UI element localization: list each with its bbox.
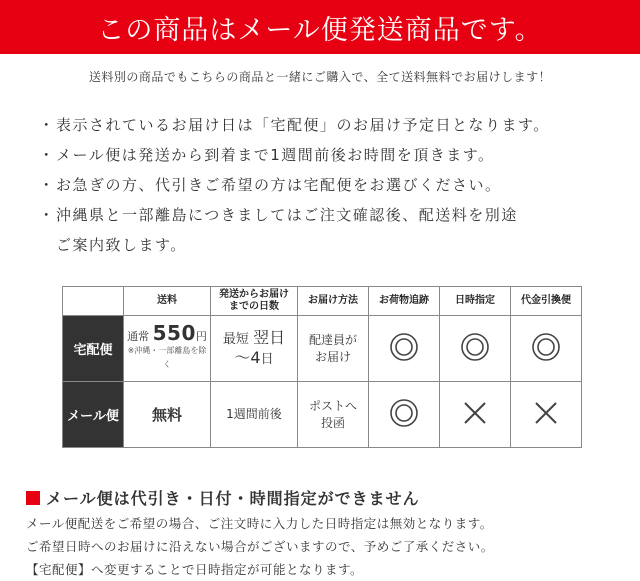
bullet-item: ・お急ぎの方、代引きご希望の方は宅配便をお選びください。 <box>38 176 502 194</box>
cross-icon <box>531 413 561 432</box>
header-shipping: 送料 <box>124 287 211 316</box>
info-bullet-list <box>38 110 618 260</box>
cross-icon <box>460 413 490 432</box>
takuhai-method: 配達員が お届け <box>298 316 369 382</box>
takuhai-price: 通常 550円 ※沖縄・一部離島を除く <box>124 316 211 382</box>
notice-line: 【宅配便】へ変更することで日時指定が可能となります。 <box>26 562 364 577</box>
table-row-takuhai <box>63 316 582 382</box>
double-circle-icon <box>531 347 561 366</box>
notice-heading: メール便は代引き・日付・時間指定ができません <box>26 486 420 509</box>
bullet-continuation: ご案内致します。 <box>56 236 187 254</box>
free-shipping-note: 送料別の商品でもこちらの商品と一緒にご購入で、全て送料無料でお届けします！ <box>88 70 552 84</box>
table-row-mail <box>63 382 582 448</box>
takuhai-date-mark <box>440 316 511 382</box>
notice-line: メール便配送をご希望の場合、ご注文時に入力した日時指定は無効となります。 <box>26 516 493 531</box>
bullet-item: ・表示されているお届け日は「宅配便」のお届け予定日となります。 <box>38 116 550 134</box>
mail-date-mark <box>440 382 511 448</box>
row-label-takuhai: 宅配便 <box>63 316 124 382</box>
bullet-item: ・沖縄県と一部離島につきましてはご注文確認後、配送料を別途 <box>38 206 518 224</box>
banner-title: この商品はメール便発送商品です。 <box>97 14 543 46</box>
row-label-mail: メール便 <box>63 382 124 448</box>
header-banner <box>0 0 640 54</box>
header-cod: 代金引換便 <box>511 287 582 316</box>
header-tracking: お荷物追跡 <box>369 287 440 316</box>
double-circle-icon <box>460 347 490 366</box>
mail-days: 1週間前後 <box>211 382 298 448</box>
mail-cod-mark <box>511 382 582 448</box>
header-date: 日時指定 <box>440 287 511 316</box>
bullet-item: ・メール便は発送から到着まで1週間前後お時間を頂きます。 <box>38 146 495 164</box>
mail-price: 無料 <box>124 382 211 448</box>
header-days: 発送からお届け までの日数 <box>211 287 298 316</box>
takuhai-days: 最短 翌日 〜4日 <box>211 316 298 382</box>
double-circle-icon <box>389 347 419 366</box>
double-circle-icon <box>389 413 419 432</box>
takuhai-cod-mark <box>511 316 582 382</box>
red-square-icon <box>26 491 40 505</box>
header-empty <box>63 287 124 316</box>
notice-paragraph <box>26 512 626 581</box>
shipping-comparison-table <box>62 286 582 448</box>
mail-method: ポストへ 投函 <box>298 382 369 448</box>
takuhai-tracking-mark <box>369 316 440 382</box>
notice-line: ご希望日時へのお届けに沿えない場合がございますので、予めご了承ください。 <box>26 539 494 554</box>
mail-tracking-mark <box>369 382 440 448</box>
header-method: お届け方法 <box>298 287 369 316</box>
